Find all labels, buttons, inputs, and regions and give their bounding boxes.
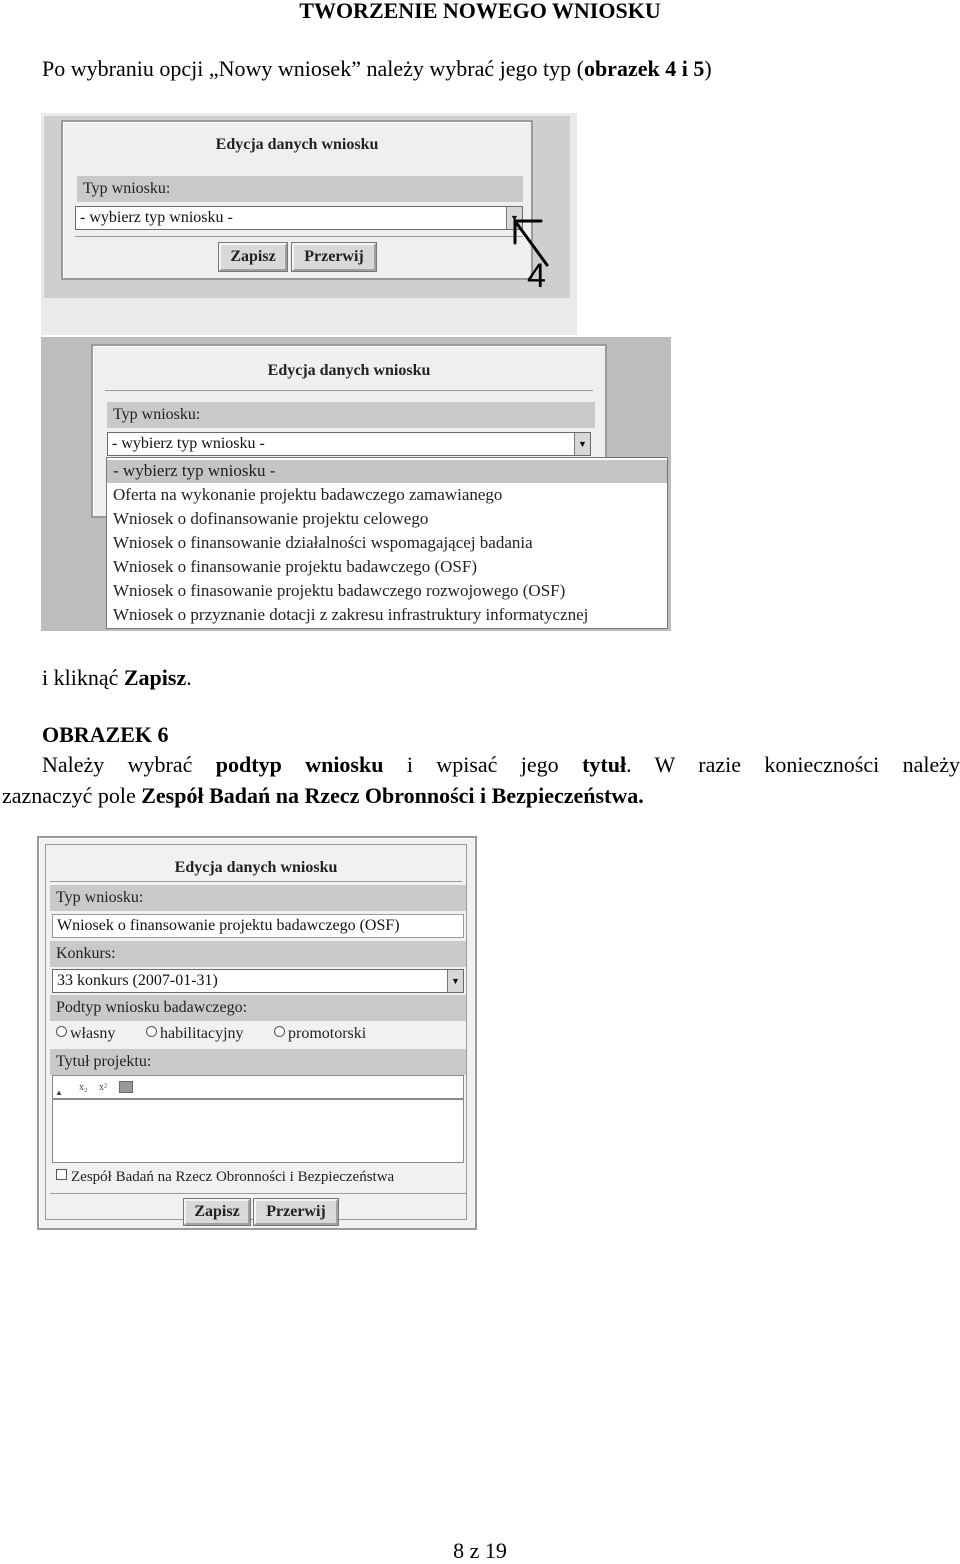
instr-subtype: podtyp wniosku — [215, 752, 384, 777]
project-title-textarea[interactable] — [52, 1099, 464, 1163]
team-checkbox[interactable] — [56, 1169, 394, 1186]
click-save-ref: Zapisz — [123, 665, 187, 690]
intro-paragraph — [42, 56, 712, 82]
chevron-down-icon[interactable]: ▼ — [574, 433, 590, 455]
edit-panel — [45, 844, 467, 1220]
intro-quote: „Nowy wniosek” — [208, 56, 361, 81]
instruction-line-2 — [2, 783, 644, 809]
dropdown-option[interactable]: Wniosek o dofinansowanie projektu celowego — [113, 509, 429, 528]
dropdown-option[interactable]: Wniosek o finansowanie działalności wspomagającej badania — [113, 533, 533, 552]
instr-a: Należy wybrać — [42, 752, 216, 777]
divider — [50, 1193, 466, 1194]
save-button[interactable]: Zapisz — [219, 243, 287, 271]
subscript-button[interactable]: x₂ — [79, 1082, 88, 1093]
instr-c: i wpisać jego — [383, 752, 583, 777]
type-select-value: - wybierz typ wniosku - — [80, 209, 233, 226]
radio-habilitation[interactable] — [146, 1025, 244, 1043]
subtype-label: Podtyp wniosku badawczego: — [50, 995, 466, 1021]
radio-label: habilitacyjny — [160, 1025, 244, 1042]
collapse-icon[interactable]: ▲ — [55, 1088, 63, 1097]
intro-mid: należy wybrać jego typ ( — [360, 56, 584, 81]
intro-post: ) — [704, 56, 712, 81]
annotation-number: 4 — [527, 257, 546, 295]
page-heading: TWORZENIE NOWEGO WNIOSKU — [299, 0, 661, 23]
instruction-line-1 — [42, 752, 960, 778]
click-pre: i kliknąć — [42, 665, 124, 690]
figure-4-screenshot — [41, 113, 577, 335]
page-number: 8 z 19 — [453, 1538, 507, 1563]
team-checkbox-label: Zespół Badań na Rzecz Obronności i Bezpieczeństwa — [71, 1169, 395, 1185]
radio-icon[interactable] — [146, 1026, 157, 1037]
edit-panel — [61, 120, 533, 280]
chevron-down-icon[interactable]: ▼ — [506, 207, 522, 229]
instr-title: tytuł — [582, 752, 627, 777]
panel-title: Edycja danych wniosku — [215, 136, 379, 153]
project-title-label: Tytuł projektu: — [50, 1049, 466, 1075]
divider — [75, 236, 523, 237]
dropdown-option[interactable]: Wniosek o finasowanie projektu badawczego rozwojowego (OSF) — [113, 581, 566, 600]
contest-select[interactable] — [52, 969, 464, 993]
checkbox-icon[interactable] — [56, 1169, 67, 1180]
radio-own[interactable] — [56, 1025, 115, 1043]
editor-toolbar — [52, 1075, 464, 1099]
instr-f: zaznaczyć pole — [2, 783, 142, 808]
figure-6-screenshot — [37, 836, 477, 1230]
type-label: Typ wniosku: — [107, 402, 595, 428]
radio-label: własny — [70, 1025, 116, 1042]
click-instruction — [42, 665, 192, 691]
instr-e: . W razie konieczności należy — [626, 752, 960, 777]
type-select-value: - wybierz typ wniosku - — [112, 435, 265, 452]
type-dropdown-list[interactable] — [106, 457, 668, 629]
intro-figure-ref: obrazek 4 i 5 — [583, 56, 705, 81]
figure-6-label: OBRAZEK 6 — [42, 722, 169, 747]
dropdown-option[interactable]: Wniosek o przyznanie dotacji z zakresu infrastruktury informatycznej — [113, 605, 589, 624]
divider — [105, 390, 593, 391]
cancel-button[interactable]: Przerwij — [292, 243, 376, 271]
click-post: . — [186, 665, 192, 690]
contest-label: Konkurs: — [50, 941, 466, 967]
dropdown-option[interactable]: Wniosek o finansowanie projektu badawczego (OSF) — [113, 557, 477, 576]
panel-title: Edycja danych wniosku — [267, 362, 431, 379]
intro-pre: Po wybraniu opcji — [42, 56, 209, 81]
type-select[interactable] — [75, 206, 523, 230]
radio-label: promotorski — [288, 1025, 367, 1042]
special-characters-icon[interactable] — [119, 1081, 133, 1093]
dropdown-option[interactable]: - wybierz typ wniosku - — [113, 461, 276, 480]
cancel-button[interactable]: Przerwij — [254, 1199, 338, 1225]
type-value-field: Wniosek o finansowanie projektu badawczego (OSF) — [52, 914, 464, 938]
radio-icon[interactable] — [56, 1026, 67, 1037]
instr-team-field: Zespół Badań na Rzecz Obronności i Bezpieczeństwa. — [141, 783, 644, 808]
type-label: Typ wniosku: — [50, 885, 466, 911]
radio-promoter[interactable] — [274, 1025, 366, 1043]
figure-5-screenshot — [41, 337, 671, 631]
panel-title: Edycja danych wniosku — [174, 859, 338, 876]
save-button[interactable]: Zapisz — [184, 1199, 250, 1225]
superscript-button[interactable]: x² — [99, 1082, 107, 1093]
radio-icon[interactable] — [274, 1026, 285, 1037]
dropdown-option[interactable]: Oferta na wykonanie projektu badawczego zamawianego — [113, 485, 503, 504]
contest-select-value: 33 konkurs (2007-01-31) — [57, 972, 218, 989]
type-label: Typ wniosku: — [77, 176, 523, 202]
type-select[interactable] — [107, 432, 591, 456]
chevron-down-icon[interactable]: ▼ — [447, 970, 463, 992]
divider — [50, 881, 462, 882]
